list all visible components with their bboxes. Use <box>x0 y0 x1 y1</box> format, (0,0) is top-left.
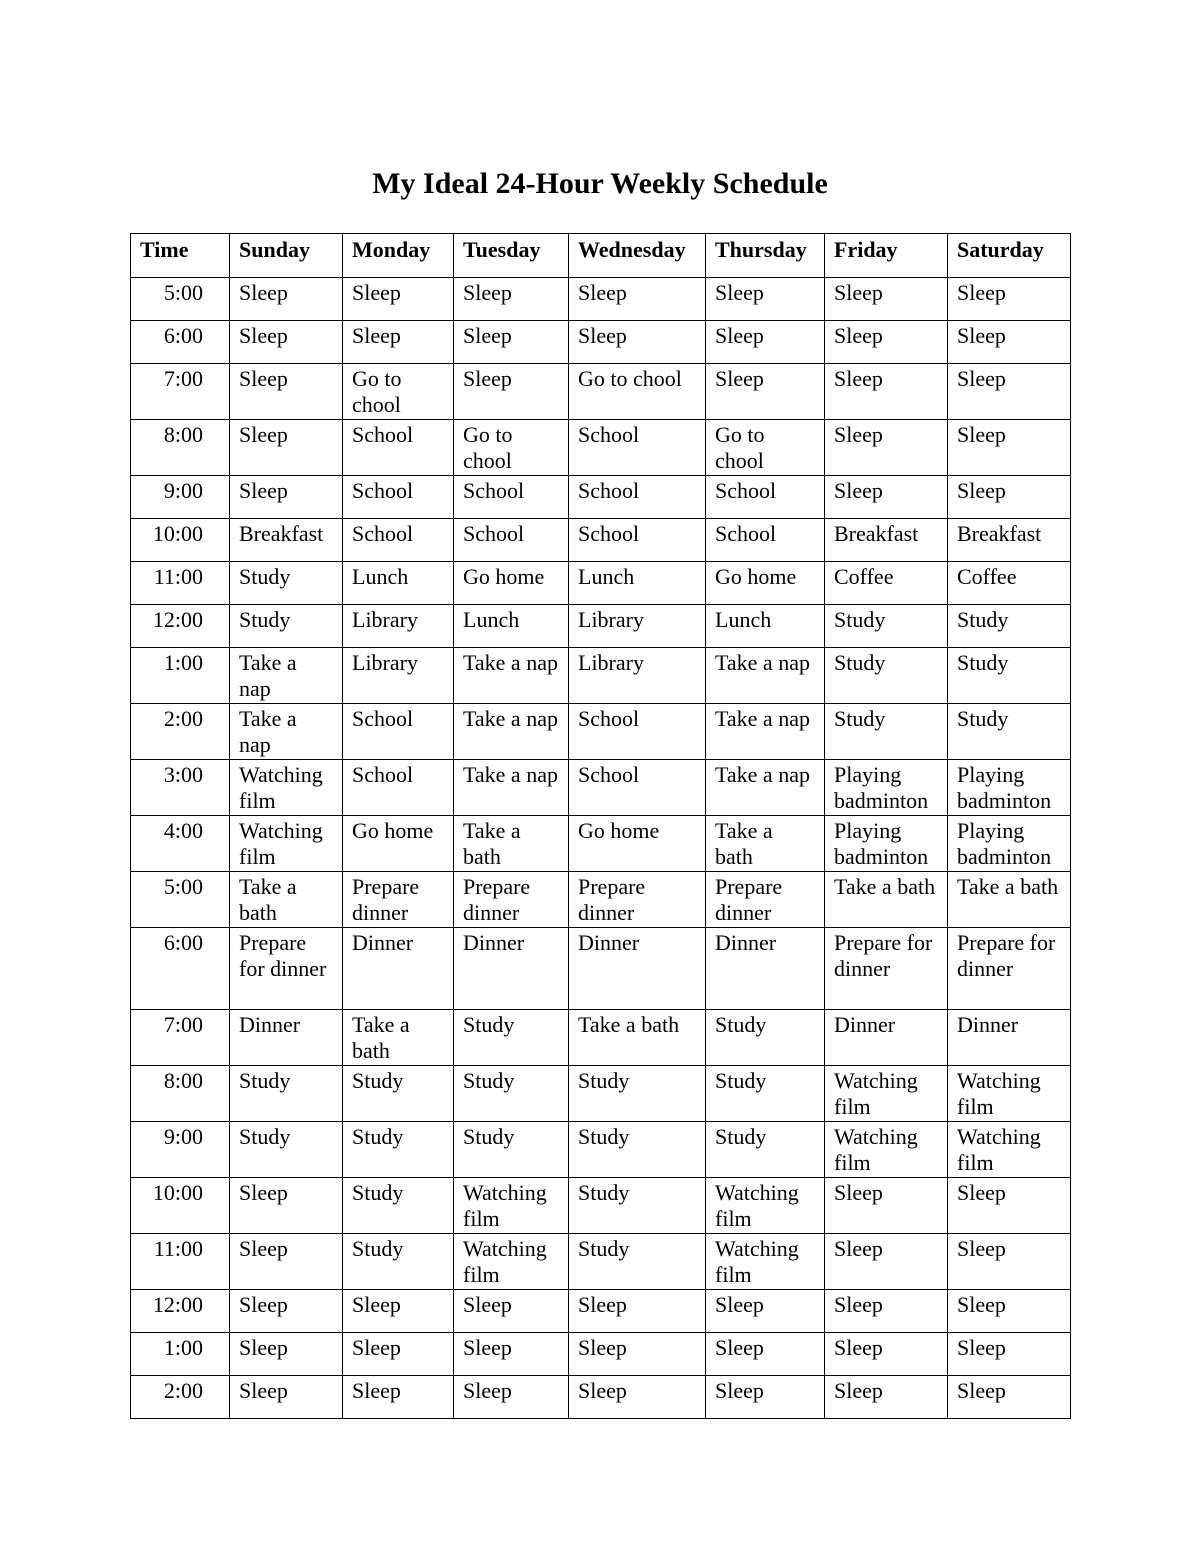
activity-cell-friday: Playing badminton <box>825 760 948 816</box>
activity-cell-friday: Breakfast <box>825 519 948 562</box>
time-cell: 4:00 <box>131 816 230 872</box>
activity-cell-tuesday: School <box>454 476 569 519</box>
table-header-row <box>131 234 1071 278</box>
activity-cell-wednesday: Library <box>569 605 706 648</box>
activity-cell-monday: Study <box>343 1066 454 1122</box>
activity-cell-saturday: Study <box>948 704 1071 760</box>
table-row <box>131 364 1071 420</box>
activity-cell-wednesday: Prepare dinner <box>569 872 706 928</box>
activity-cell-saturday: Sleep <box>948 364 1071 420</box>
time-cell: 2:00 <box>131 1376 230 1419</box>
activity-cell-wednesday: Sleep <box>569 1290 706 1333</box>
activity-cell-wednesday: Lunch <box>569 562 706 605</box>
activity-cell-tuesday: Sleep <box>454 364 569 420</box>
table-row <box>131 476 1071 519</box>
activity-cell-saturday: Sleep <box>948 1333 1071 1376</box>
time-cell: 8:00 <box>131 420 230 476</box>
table-row <box>131 872 1071 928</box>
activity-cell-monday: Library <box>343 648 454 704</box>
schedule-table <box>130 233 1071 1419</box>
activity-cell-monday: Study <box>343 1234 454 1290</box>
activity-cell-wednesday: Go home <box>569 816 706 872</box>
activity-cell-monday: Take a bath <box>343 1010 454 1066</box>
activity-cell-sunday: Study <box>230 605 343 648</box>
table-row <box>131 704 1071 760</box>
activity-cell-sunday: Prepare for dinner <box>230 928 343 1010</box>
activity-cell-sunday: Sleep <box>230 364 343 420</box>
time-cell: 5:00 <box>131 278 230 321</box>
activity-cell-saturday: Playing badminton <box>948 816 1071 872</box>
activity-cell-thursday: Study <box>706 1066 825 1122</box>
time-cell: 7:00 <box>131 1010 230 1066</box>
activity-cell-monday: Study <box>343 1178 454 1234</box>
activity-cell-wednesday: School <box>569 760 706 816</box>
activity-cell-friday: Sleep <box>825 321 948 364</box>
activity-cell-tuesday: Sleep <box>454 321 569 364</box>
activity-cell-tuesday: Sleep <box>454 1333 569 1376</box>
activity-cell-sunday: Sleep <box>230 1376 343 1419</box>
table-row <box>131 562 1071 605</box>
time-cell: 3:00 <box>131 760 230 816</box>
activity-cell-monday: Go home <box>343 816 454 872</box>
activity-cell-sunday: Sleep <box>230 420 343 476</box>
table-row <box>131 278 1071 321</box>
table-row <box>131 648 1071 704</box>
time-cell: 8:00 <box>131 1066 230 1122</box>
activity-cell-saturday: Prepare for dinner <box>948 928 1071 1010</box>
table-row <box>131 928 1071 1010</box>
activity-cell-thursday: Take a nap <box>706 648 825 704</box>
activity-cell-thursday: Take a bath <box>706 816 825 872</box>
column-header-monday: Monday <box>343 234 454 278</box>
activity-cell-tuesday: Go to chool <box>454 420 569 476</box>
time-cell: 11:00 <box>131 562 230 605</box>
activity-cell-thursday: Study <box>706 1010 825 1066</box>
activity-cell-friday: Sleep <box>825 1376 948 1419</box>
activity-cell-saturday: Coffee <box>948 562 1071 605</box>
activity-cell-tuesday: Sleep <box>454 1376 569 1419</box>
activity-cell-sunday: Take a nap <box>230 704 343 760</box>
activity-cell-thursday: Take a nap <box>706 704 825 760</box>
activity-cell-wednesday: Take a bath <box>569 1010 706 1066</box>
activity-cell-monday: Study <box>343 1122 454 1178</box>
activity-cell-tuesday: Dinner <box>454 928 569 1010</box>
activity-cell-tuesday: Prepare dinner <box>454 872 569 928</box>
time-cell: 12:00 <box>131 1290 230 1333</box>
activity-cell-wednesday: School <box>569 704 706 760</box>
activity-cell-thursday: Watching film <box>706 1234 825 1290</box>
time-cell: 6:00 <box>131 928 230 1010</box>
activity-cell-saturday: Sleep <box>948 476 1071 519</box>
activity-cell-wednesday: Study <box>569 1066 706 1122</box>
activity-cell-friday: Sleep <box>825 1178 948 1234</box>
activity-cell-monday: School <box>343 476 454 519</box>
activity-cell-saturday: Watching film <box>948 1122 1071 1178</box>
activity-cell-friday: Take a bath <box>825 872 948 928</box>
activity-cell-sunday: Sleep <box>230 1178 343 1234</box>
activity-cell-thursday: Sleep <box>706 278 825 321</box>
table-row <box>131 816 1071 872</box>
activity-cell-wednesday: Sleep <box>569 278 706 321</box>
time-cell: 2:00 <box>131 704 230 760</box>
activity-cell-friday: Watching film <box>825 1066 948 1122</box>
activity-cell-tuesday: School <box>454 519 569 562</box>
table-row <box>131 760 1071 816</box>
activity-cell-saturday: Sleep <box>948 321 1071 364</box>
activity-cell-monday: Sleep <box>343 321 454 364</box>
activity-cell-friday: Coffee <box>825 562 948 605</box>
activity-cell-friday: Prepare for dinner <box>825 928 948 1010</box>
column-header-saturday: Saturday <box>948 234 1071 278</box>
activity-cell-saturday: Playing badminton <box>948 760 1071 816</box>
activity-cell-wednesday: Go to chool <box>569 364 706 420</box>
activity-cell-sunday: Sleep <box>230 1234 343 1290</box>
activity-cell-tuesday: Take a nap <box>454 704 569 760</box>
activity-cell-wednesday: Sleep <box>569 1333 706 1376</box>
activity-cell-saturday: Sleep <box>948 420 1071 476</box>
activity-cell-monday: Sleep <box>343 1376 454 1419</box>
time-cell: 9:00 <box>131 476 230 519</box>
activity-cell-monday: Lunch <box>343 562 454 605</box>
table-row <box>131 1290 1071 1333</box>
schedule-body <box>131 278 1071 1419</box>
activity-cell-sunday: Study <box>230 1122 343 1178</box>
activity-cell-monday: School <box>343 704 454 760</box>
activity-cell-monday: School <box>343 519 454 562</box>
activity-cell-saturday: Study <box>948 605 1071 648</box>
activity-cell-thursday: School <box>706 476 825 519</box>
activity-cell-tuesday: Study <box>454 1066 569 1122</box>
activity-cell-tuesday: Take a nap <box>454 648 569 704</box>
activity-cell-saturday: Study <box>948 648 1071 704</box>
activity-cell-saturday: Sleep <box>948 1290 1071 1333</box>
activity-cell-monday: Dinner <box>343 928 454 1010</box>
table-row <box>131 1376 1071 1419</box>
activity-cell-sunday: Sleep <box>230 1290 343 1333</box>
activity-cell-friday: Dinner <box>825 1010 948 1066</box>
activity-cell-friday: Sleep <box>825 278 948 321</box>
table-row <box>131 1122 1071 1178</box>
time-cell: 9:00 <box>131 1122 230 1178</box>
activity-cell-monday: Library <box>343 605 454 648</box>
activity-cell-thursday: Sleep <box>706 1333 825 1376</box>
activity-cell-friday: Playing badminton <box>825 816 948 872</box>
activity-cell-sunday: Dinner <box>230 1010 343 1066</box>
activity-cell-thursday: Study <box>706 1122 825 1178</box>
activity-cell-wednesday: Dinner <box>569 928 706 1010</box>
activity-cell-tuesday: Go home <box>454 562 569 605</box>
activity-cell-wednesday: School <box>569 476 706 519</box>
time-cell: 6:00 <box>131 321 230 364</box>
activity-cell-thursday: Prepare dinner <box>706 872 825 928</box>
activity-cell-saturday: Sleep <box>948 1178 1071 1234</box>
activity-cell-thursday: Go to chool <box>706 420 825 476</box>
activity-cell-monday: Prepare dinner <box>343 872 454 928</box>
activity-cell-tuesday: Study <box>454 1010 569 1066</box>
activity-cell-saturday: Breakfast <box>948 519 1071 562</box>
activity-cell-tuesday: Sleep <box>454 278 569 321</box>
table-row <box>131 605 1071 648</box>
activity-cell-sunday: Study <box>230 562 343 605</box>
activity-cell-thursday: Watching film <box>706 1178 825 1234</box>
activity-cell-wednesday: Sleep <box>569 1376 706 1419</box>
activity-cell-sunday: Watching film <box>230 760 343 816</box>
table-row <box>131 1333 1071 1376</box>
activity-cell-friday: Watching film <box>825 1122 948 1178</box>
activity-cell-tuesday: Sleep <box>454 1290 569 1333</box>
table-row <box>131 321 1071 364</box>
activity-cell-thursday: Sleep <box>706 1290 825 1333</box>
activity-cell-tuesday: Watching film <box>454 1178 569 1234</box>
activity-cell-friday: Sleep <box>825 1333 948 1376</box>
activity-cell-thursday: Take a nap <box>706 760 825 816</box>
activity-cell-sunday: Sleep <box>230 1333 343 1376</box>
column-header-friday: Friday <box>825 234 948 278</box>
time-cell: 1:00 <box>131 648 230 704</box>
activity-cell-monday: School <box>343 760 454 816</box>
activity-cell-friday: Study <box>825 648 948 704</box>
activity-cell-friday: Study <box>825 704 948 760</box>
page-title: My Ideal 24-Hour Weekly Schedule <box>372 167 828 200</box>
table-row <box>131 1010 1071 1066</box>
activity-cell-monday: Go to chool <box>343 364 454 420</box>
time-cell: 10:00 <box>131 1178 230 1234</box>
activity-cell-thursday: School <box>706 519 825 562</box>
activity-cell-tuesday: Take a bath <box>454 816 569 872</box>
activity-cell-friday: Sleep <box>825 420 948 476</box>
activity-cell-tuesday: Take a nap <box>454 760 569 816</box>
activity-cell-thursday: Dinner <box>706 928 825 1010</box>
time-cell: 1:00 <box>131 1333 230 1376</box>
activity-cell-saturday: Watching film <box>948 1066 1071 1122</box>
activity-cell-thursday: Sleep <box>706 321 825 364</box>
time-cell: 11:00 <box>131 1234 230 1290</box>
column-header-sunday: Sunday <box>230 234 343 278</box>
activity-cell-wednesday: School <box>569 420 706 476</box>
table-row <box>131 1234 1071 1290</box>
activity-cell-friday: Sleep <box>825 364 948 420</box>
activity-cell-friday: Sleep <box>825 1290 948 1333</box>
table-row <box>131 1178 1071 1234</box>
time-cell: 5:00 <box>131 872 230 928</box>
table-row <box>131 519 1071 562</box>
column-header-time: Time <box>131 234 230 278</box>
activity-cell-monday: School <box>343 420 454 476</box>
activity-cell-thursday: Go home <box>706 562 825 605</box>
activity-cell-saturday: Sleep <box>948 278 1071 321</box>
activity-cell-wednesday: Sleep <box>569 321 706 364</box>
activity-cell-thursday: Sleep <box>706 364 825 420</box>
activity-cell-saturday: Dinner <box>948 1010 1071 1066</box>
activity-cell-thursday: Lunch <box>706 605 825 648</box>
activity-cell-sunday: Sleep <box>230 321 343 364</box>
activity-cell-wednesday: Study <box>569 1178 706 1234</box>
activity-cell-monday: Sleep <box>343 278 454 321</box>
activity-cell-wednesday: Study <box>569 1122 706 1178</box>
activity-cell-sunday: Take a nap <box>230 648 343 704</box>
time-cell: 12:00 <box>131 605 230 648</box>
activity-cell-saturday: Sleep <box>948 1234 1071 1290</box>
activity-cell-monday: Sleep <box>343 1290 454 1333</box>
table-row <box>131 1066 1071 1122</box>
activity-cell-sunday: Breakfast <box>230 519 343 562</box>
time-cell: 7:00 <box>131 364 230 420</box>
activity-cell-saturday: Take a bath <box>948 872 1071 928</box>
activity-cell-sunday: Study <box>230 1066 343 1122</box>
activity-cell-sunday: Sleep <box>230 476 343 519</box>
activity-cell-sunday: Sleep <box>230 278 343 321</box>
column-header-thursday: Thursday <box>706 234 825 278</box>
column-header-wednesday: Wednesday <box>569 234 706 278</box>
activity-cell-sunday: Take a bath <box>230 872 343 928</box>
activity-cell-wednesday: Library <box>569 648 706 704</box>
table-row <box>131 420 1071 476</box>
activity-cell-wednesday: Study <box>569 1234 706 1290</box>
column-header-tuesday: Tuesday <box>454 234 569 278</box>
activity-cell-friday: Sleep <box>825 1234 948 1290</box>
activity-cell-friday: Sleep <box>825 476 948 519</box>
activity-cell-tuesday: Study <box>454 1122 569 1178</box>
activity-cell-thursday: Sleep <box>706 1376 825 1419</box>
activity-cell-tuesday: Lunch <box>454 605 569 648</box>
activity-cell-tuesday: Watching film <box>454 1234 569 1290</box>
activity-cell-friday: Study <box>825 605 948 648</box>
activity-cell-sunday: Watching film <box>230 816 343 872</box>
activity-cell-wednesday: School <box>569 519 706 562</box>
time-cell: 10:00 <box>131 519 230 562</box>
activity-cell-saturday: Sleep <box>948 1376 1071 1419</box>
activity-cell-monday: Sleep <box>343 1333 454 1376</box>
